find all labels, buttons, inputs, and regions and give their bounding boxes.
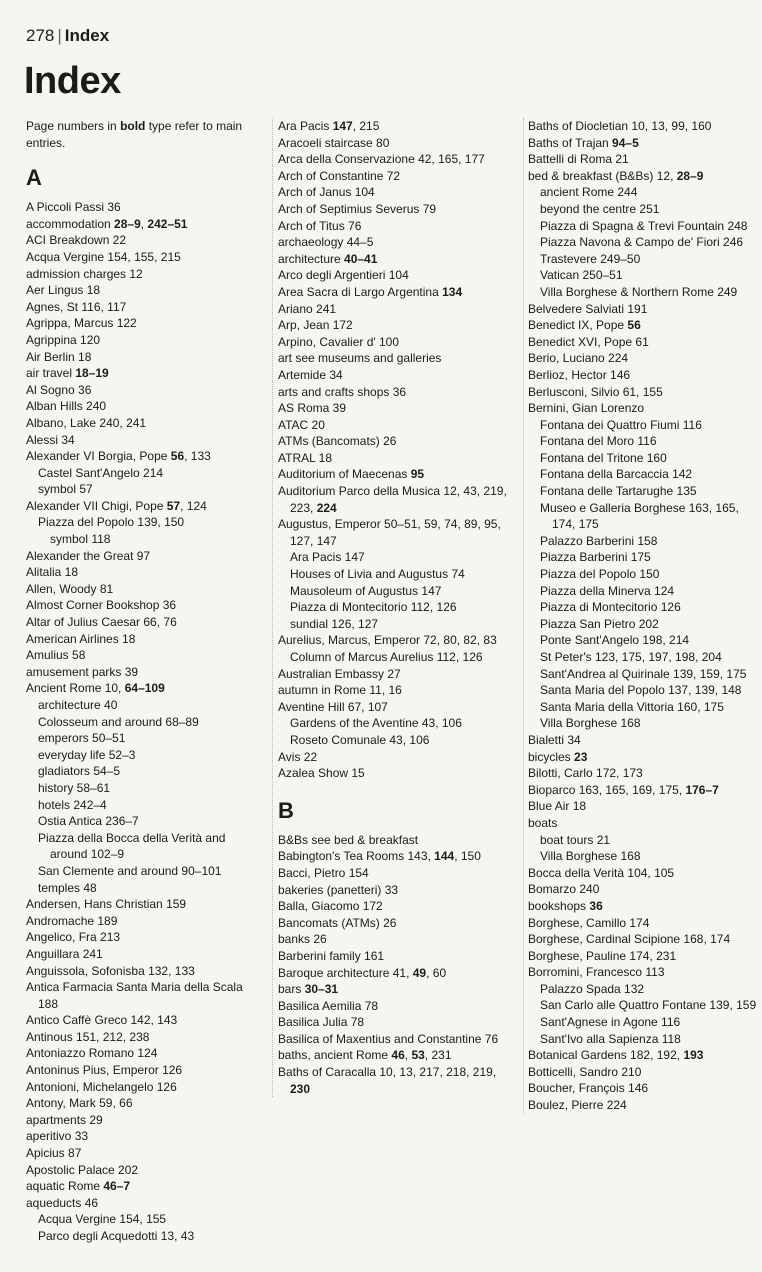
index-entry: Alexander the Great 97	[26, 548, 151, 563]
index-entry: Benedict XVI, Pope 61	[528, 334, 649, 349]
index-entry: AS Roma 39	[278, 401, 347, 416]
index-entry: aperitivo 33	[26, 1129, 89, 1144]
index-subentry: Palazzo Barberini 158	[540, 533, 658, 548]
index-entry: Arch of Janus 104	[278, 185, 375, 200]
index-entry: Alitalia 18	[26, 565, 79, 580]
intro-note	[26, 118, 254, 151]
index-subentry: Palazzo Spada 132	[540, 981, 645, 996]
index-entry: Antony, Mark 59, 66	[26, 1096, 133, 1111]
index-subentry: Vatican 250–51	[540, 268, 623, 283]
index-entry: Antoninus Pius, Emperor 126	[26, 1063, 183, 1078]
index-subentry: Piazza di Spagna & Trevi Fountain 248	[540, 218, 748, 233]
index-entry: banks 26	[278, 932, 327, 947]
index-entry: bed & breakfast (B&Bs) 12, 28–9	[528, 168, 704, 183]
index-entry: Arch of Titus 76	[278, 218, 362, 233]
index-subentry: Piazza di Montecitorio 112, 126	[290, 600, 457, 615]
index-entry: ATAC 20	[278, 417, 325, 432]
index-entry: Acqua Vergine 154, 155, 215	[26, 249, 181, 264]
index-subentry: Ostia Antica 236–7	[38, 814, 139, 829]
index-entry: Baths of Diocletian 10, 13, 99, 160	[528, 119, 712, 133]
index-entry: Australian Embassy 27	[278, 666, 401, 681]
index-subentry: Ponte Sant'Angelo 198, 214	[540, 633, 690, 648]
index-subentry: Sant'Agnese in Agone 116	[540, 1015, 681, 1030]
index-subentry: Fontana della Barcaccia 142	[540, 467, 693, 482]
index-subentry: Mausoleum of Augustus 147	[290, 583, 442, 598]
index-subentry: everyday life 52–3	[38, 747, 136, 762]
index-entry: ACI Breakdown 22	[26, 233, 127, 248]
index-subentry: Fontana del Moro 116	[540, 434, 657, 449]
index-entry: Antinous 151, 212, 238	[26, 1029, 150, 1044]
index-entry: bicycles 23	[528, 749, 588, 764]
index-entry: apartments 29	[26, 1112, 103, 1127]
index-subentry: Piazza Navona & Campo de' Fiori 246	[540, 235, 744, 250]
index-entry: Antoniazzo Romano 124	[26, 1046, 158, 1061]
index-subentry: sundial 126, 127	[290, 616, 379, 631]
index-subentry: emperors 50–51	[38, 731, 126, 746]
index-entry: Avis 22	[278, 749, 318, 764]
index-subentry: symbol 57	[38, 482, 93, 497]
index-entry: Auditorium of Maecenas 95	[278, 467, 425, 482]
index-entry: Berlioz, Hector 146	[528, 367, 631, 382]
index-entry: Arch of Constantine 72	[278, 168, 401, 183]
index-entry: Borghese, Pauline 174, 231	[528, 948, 677, 963]
index-subentry: Fontana dei Quattro Fiumi 116	[540, 417, 702, 432]
index-entry: Arpino, Cavalier d' 100	[278, 334, 400, 349]
entry-list	[528, 118, 760, 1114]
index-entry: Agrippa, Marcus 122	[26, 316, 137, 331]
index-subentry: Piazza della Bocca della Verità and around 102–9	[38, 830, 226, 862]
index-entry: ATMs (Bancomats) 26	[278, 434, 397, 449]
index-subentry: Museo e Galleria Borghese 163, 165, 174, 175	[540, 500, 739, 532]
index-entry: Antica Farmacia Santa Maria della Scala 188	[26, 980, 243, 1011]
index-column-2	[272, 118, 510, 1097]
index-entry: Borghese, Camillo 174	[528, 915, 650, 930]
index-entry: Babington's Tea Rooms 143, 144, 150	[278, 849, 481, 864]
index-subentry: Houses of Livia and Augustus 74	[290, 567, 465, 582]
index-entry: Bernini, Gian Lorenzo	[528, 401, 645, 416]
section-letter: A	[26, 165, 42, 191]
index-entry: Belvedere Salviati 191	[528, 301, 648, 316]
index-entry: Benedict IX, Pope 56	[528, 318, 641, 333]
index-entry: Amulius 58	[26, 648, 86, 663]
index-entry: Auditorium Parco della Musica 12, 43, 219, 223, 224	[278, 484, 507, 515]
index-subentry: Piazza San Pietro 202	[540, 616, 659, 631]
index-entry: Alexander VI Borgia, Pope 56, 133	[26, 449, 211, 464]
index-entry: Artemide 34	[278, 367, 343, 382]
index-subentry: ancient Rome 244	[540, 185, 638, 200]
index-entry: Borghese, Cardinal Scipione 168, 174	[528, 932, 731, 947]
index-subentry: San Clemente and around 90–101	[38, 863, 222, 878]
index-entry: Basilica Aemilia 78	[278, 998, 379, 1013]
index-entry: B&Bs see bed & breakfast	[278, 832, 419, 847]
index-entry: air travel 18–19	[26, 366, 109, 381]
index-entry: boats	[528, 815, 558, 830]
index-entry: Berlusconi, Silvio 61, 155	[528, 384, 663, 399]
index-subentry: Sant'Ivo alla Sapienza 118	[540, 1031, 681, 1046]
index-subentry: Fontana delle Tartarughe 135	[540, 484, 697, 499]
index-subentry: Colosseum and around 68–89	[38, 714, 199, 729]
index-entry: A Piccoli Passi 36	[26, 200, 121, 215]
index-subentry: Ara Pacis 147	[290, 550, 365, 565]
index-entry: Bialetti 34	[528, 732, 581, 747]
index-subentry: beyond the centre 251	[540, 201, 660, 216]
index-subentry: Santa Maria della Vittoria 160, 175	[540, 699, 724, 714]
index-column-1	[26, 118, 254, 1245]
entry-list	[26, 163, 254, 1244]
index-subentry: St Peter's 123, 175, 197, 198, 204	[540, 650, 722, 664]
index-entry: Baths of Caracalla 10, 13, 217, 218, 219, 230	[278, 1065, 497, 1096]
index-subentry: Villa Borghese 168	[540, 716, 641, 731]
index-entry: ATRAL 18	[278, 450, 333, 465]
index-subentry: Piazza Barberini 175	[540, 550, 651, 565]
index-entry: Agnes, St 116, 117	[26, 299, 127, 314]
index-entry: Albano, Lake 240, 241	[26, 415, 147, 430]
running-header	[26, 26, 109, 46]
index-entry: Baroque architecture 41, 49, 60	[278, 965, 447, 980]
index-entry: Almost Corner Bookshop 36	[26, 598, 177, 613]
index-entry: Bomarzo 240	[528, 882, 600, 897]
index-entry: Blue Air 18	[528, 799, 587, 814]
index-entry: admission charges 12	[26, 266, 143, 281]
index-entry: Aracoeli staircase 80	[278, 135, 390, 150]
section-letter: B	[278, 797, 294, 823]
index-entry: Aventine Hill 67, 107	[278, 699, 388, 714]
index-entry: Antico Caffè Greco 142, 143	[26, 1013, 178, 1028]
header-separator: |	[57, 26, 62, 45]
index-entry: Barberini family 161	[278, 948, 385, 963]
intro-bold: bold	[120, 119, 146, 133]
intro-text-end: type refer to main entries.	[26, 119, 243, 150]
index-entry: Anguissola, Sofonisba 132, 133	[26, 963, 195, 978]
index-entry: Antonioni, Michelangelo 126	[26, 1079, 177, 1094]
page-title: Index	[24, 60, 121, 102]
index-subentry: Trastevere 249–50	[540, 251, 641, 266]
index-subentry: symbol 118	[50, 532, 111, 547]
header-section: Index	[64, 26, 110, 45]
index-subentry: Parco degli Acquedotti 13, 43	[38, 1229, 195, 1243]
index-entry: Boucher, François 146	[528, 1081, 649, 1096]
index-entry: Apostolic Palace 202	[26, 1162, 139, 1177]
index-entry: art see museums and galleries	[278, 351, 442, 366]
index-subentry: Villa Borghese & Northern Rome 249	[540, 284, 738, 299]
index-subentry: Santa Maria del Popolo 137, 139, 148	[540, 683, 742, 698]
index-entry: Arco degli Argentieri 104	[278, 268, 409, 283]
index-entry: amusement parks 39	[26, 664, 139, 679]
index-entry: Bocca della Verità 104, 105	[528, 865, 675, 880]
section-gap	[278, 782, 510, 794]
index-entry: Aer Lingus 18	[26, 283, 101, 298]
index-subentry: Fontana del Tritone 160	[540, 450, 667, 465]
index-entry: Botticelli, Sandro 210	[528, 1064, 642, 1079]
index-entry: aqueducts 46	[26, 1195, 99, 1210]
index-entry: Alban Hills 240	[26, 399, 107, 414]
index-entry: Augustus, Emperor 50–51, 59, 74, 89, 95, 127, 147	[278, 517, 501, 548]
intro-text: Page numbers in	[26, 119, 121, 133]
index-entry: Basilica Julia 78	[278, 1015, 365, 1030]
index-entry: Baths of Trajan 94–5	[528, 135, 639, 150]
index-entry: autumn in Rome 11, 16	[278, 683, 402, 698]
index-subentry: Acqua Vergine 154, 155	[38, 1212, 167, 1227]
index-entry: Arca della Conservazione 42, 165, 177	[278, 152, 485, 167]
index-entry: Balla, Giacomo 172	[278, 899, 383, 914]
index-entry: Botanical Gardens 182, 192, 193	[528, 1048, 704, 1063]
index-entry: bakeries (panetteri) 33	[278, 882, 399, 897]
index-subentry: temples 48	[38, 880, 97, 895]
index-entry: Ara Pacis 147, 215	[278, 119, 380, 133]
index-entry: Bioparco 163, 165, 169, 175, 176–7	[528, 782, 719, 797]
index-entry: Area Sacra di Largo Argentina 134	[278, 284, 463, 299]
index-entry: Alexander VII Chigi, Pope 57, 124	[26, 498, 207, 513]
index-column-3	[523, 118, 760, 1114]
index-subentry: hotels 242–4	[38, 797, 107, 812]
index-subentry: Piazza del Popolo 150	[540, 567, 660, 582]
index-entry: aquatic Rome 46–7	[26, 1179, 131, 1194]
index-subentry: Piazza del Popolo 139, 150	[38, 515, 185, 530]
index-entry: Altar of Julius Caesar 66, 76	[26, 615, 177, 630]
index-entry: Air Berlin 18	[26, 349, 92, 364]
index-subentry: San Carlo alle Quattro Fontane 139, 159	[540, 998, 757, 1013]
index-entry: Allen, Woody 81	[26, 581, 114, 596]
index-subentry: Gardens of the Aventine 43, 106	[290, 716, 462, 731]
index-entry: Alessi 34	[26, 432, 75, 447]
index-entry: archaeology 44–5	[278, 235, 374, 250]
index-subentry: boat tours 21	[540, 832, 611, 847]
index-subentry: gladiators 54–5	[38, 764, 121, 779]
index-entry: bookshops 36	[528, 898, 603, 913]
index-entry: accommodation 28–9, 242–51	[26, 216, 188, 231]
index-entry: Apicius 87	[26, 1146, 82, 1161]
index-entry: Borromini, Francesco 113	[528, 965, 665, 980]
index-subentry: Column of Marcus Aurelius 112, 126	[290, 650, 483, 664]
index-entry: Battelli di Roma 21	[528, 152, 629, 167]
index-entry: architecture 40–41	[278, 251, 378, 266]
index-subentry: Piazza di Montecitorio 126	[540, 600, 681, 615]
index-entry: Andersen, Hans Christian 159	[26, 897, 187, 912]
index-entry: Bancomats (ATMs) 26	[278, 915, 397, 930]
entry-list	[278, 118, 510, 1097]
index-entry: arts and crafts shops 36	[278, 384, 407, 399]
index-subentry: Roseto Comunale 43, 106	[290, 732, 430, 747]
index-subentry: history 58–61	[38, 780, 111, 795]
index-subentry: Piazza della Minerva 124	[540, 583, 675, 598]
page-number: 278	[26, 26, 55, 45]
index-entry: Boulez, Pierre 224	[528, 1098, 627, 1113]
index-entry: American Airlines 18	[26, 631, 136, 646]
index-entry: Ancient Rome 10, 64–109	[26, 681, 165, 696]
index-entry: Bilotti, Carlo 172, 173	[528, 766, 643, 781]
index-entry: Azalea Show 15	[278, 766, 365, 781]
index-entry: Anguillara 241	[26, 946, 103, 961]
index-subentry: Sant'Andrea al Quirinale 139, 159, 175	[540, 666, 747, 681]
index-entry: Agrippina 120	[26, 332, 101, 347]
index-entry: baths, ancient Rome 46, 53, 231	[278, 1048, 452, 1063]
index-entry: Andromache 189	[26, 913, 118, 928]
index-subentry: Castel Sant'Angelo 214	[38, 465, 164, 480]
index-entry: Arp, Jean 172	[278, 318, 353, 333]
index-subentry: Villa Borghese 168	[540, 849, 641, 864]
index-entry: Al Sogno 36	[26, 382, 92, 397]
index-entry: Aurelius, Marcus, Emperor 72, 80, 82, 83	[278, 633, 497, 648]
index-entry: Angelico, Fra 213	[26, 930, 121, 945]
index-entry: Arch of Septimius Severus 79	[278, 201, 437, 216]
index-entry: Basilica of Maxentius and Constantine 76	[278, 1031, 499, 1046]
index-subentry: architecture 40	[38, 698, 118, 712]
index-entry: Bacci, Pietro 154	[278, 865, 369, 880]
index-entry: Berio, Luciano 224	[528, 351, 629, 366]
index-entry: Ariano 241	[278, 301, 337, 316]
index-entry: bars 30–31	[278, 982, 339, 997]
